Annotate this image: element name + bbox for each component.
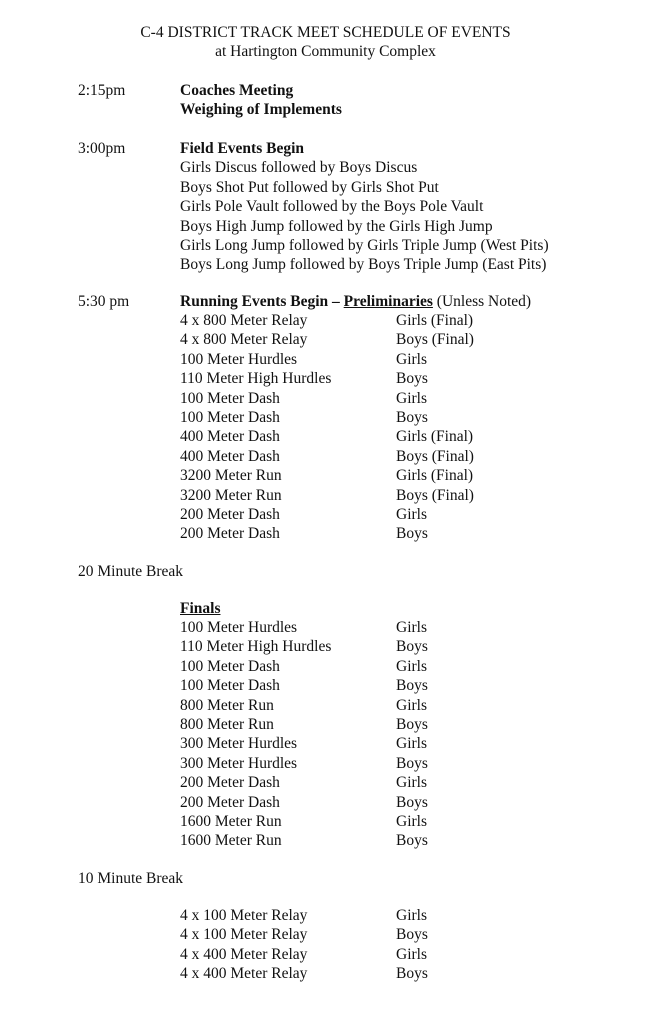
coaches-meeting: Coaches Meeting <box>180 82 294 99</box>
finals-division-column <box>396 618 428 851</box>
event-division: Girls (Final) <box>396 312 474 329</box>
event-division: Boys <box>396 638 428 656</box>
event-division: Boys (Final) <box>396 331 474 349</box>
event-division: Girls <box>396 619 427 636</box>
event-division: Boys <box>396 832 428 850</box>
event-name: 100 Meter Dash <box>180 389 280 407</box>
event-division: Girls <box>396 907 427 924</box>
field-events-heading: Field Events Begin <box>180 140 305 157</box>
event-name: 200 Meter Dash <box>180 774 280 792</box>
event-name: 4 x 800 Meter Relay <box>180 331 308 349</box>
event-name: 100 Meter Dash <box>180 657 280 675</box>
event-name: 4 x 400 Meter Relay <box>180 945 308 963</box>
break-20-minute: 20 Minute Break <box>78 563 184 580</box>
relay-event-column <box>180 906 307 984</box>
event-division: Girls <box>396 350 427 368</box>
event-division: Boys <box>396 793 428 811</box>
event-name: 4 x 100 Meter Relay <box>180 907 308 924</box>
event-name: 800 Meter Run <box>180 715 274 733</box>
event-name: 4 x 100 Meter Relay <box>180 926 308 944</box>
field-event-line: Boys High Jump followed by the Girls High Jump <box>180 217 493 235</box>
running-events-begin: Running Events Begin – <box>180 293 344 310</box>
event-name: 3200 Meter Run <box>180 486 282 504</box>
event-name: 4 x 400 Meter Relay <box>180 965 308 983</box>
event-name: 4 x 800 Meter Relay <box>180 312 308 329</box>
event-division: Boys <box>396 965 428 983</box>
event-name: 1600 Meter Run <box>180 812 282 830</box>
event-name: 400 Meter Dash <box>180 447 280 465</box>
finals-label: Finals <box>180 600 221 617</box>
event-name: 800 Meter Run <box>180 696 274 714</box>
time-5-30: 5:30 pm <box>78 293 130 310</box>
event-name: 100 Meter Dash <box>180 677 280 695</box>
event-division: Girls (Final) <box>396 428 474 446</box>
event-division: Boys <box>396 754 428 772</box>
field-event-line: Boys Shot Put followed by Girls Shot Put <box>180 178 439 196</box>
event-division: Girls <box>396 735 427 753</box>
field-events-block <box>180 139 549 275</box>
event-name: 200 Meter Dash <box>180 793 280 811</box>
event-name: 3200 Meter Run <box>180 467 282 485</box>
event-name: 300 Meter Hurdles <box>180 735 298 753</box>
event-division: Girls <box>396 945 427 963</box>
event-division: Girls <box>396 774 427 792</box>
event-division: Boys <box>396 370 428 388</box>
document-subtitle: at Hartington Community Complex <box>215 43 436 60</box>
event-division: Boys <box>396 408 428 426</box>
coaches-block <box>180 81 342 120</box>
event-division: Girls <box>396 696 427 714</box>
event-name: 100 Meter Hurdles <box>180 350 298 368</box>
event-division: Boys (Final) <box>396 486 474 504</box>
finals-event-column <box>180 618 331 851</box>
event-division: Girls <box>396 812 427 830</box>
field-event-line: Girls Long Jump followed by Girls Triple Jump (West Pits) <box>180 236 549 254</box>
field-event-line: Girls Pole Vault followed by the Boys Pole Vault <box>180 198 484 216</box>
event-name: 100 Meter Hurdles <box>180 619 298 636</box>
event-name: 100 Meter Dash <box>180 408 280 426</box>
event-division: Boys <box>396 525 428 543</box>
event-name: 400 Meter Dash <box>180 428 280 446</box>
event-name: 110 Meter High Hurdles <box>180 638 332 656</box>
event-division: Girls <box>396 505 427 523</box>
prelim-event-column <box>180 311 331 544</box>
event-division: Boys (Final) <box>396 447 474 465</box>
weighing-implements: Weighing of Implements <box>180 101 342 119</box>
event-division: Girls (Final) <box>396 467 474 485</box>
preliminaries-label: Preliminaries <box>343 293 433 310</box>
event-division: Boys <box>396 715 428 733</box>
field-event-line: Boys Long Jump followed by Boys Triple Jump (East Pits) <box>180 256 547 274</box>
document-title: C-4 DISTRICT TRACK MEET SCHEDULE OF EVENTS <box>140 24 511 41</box>
relay-division-column <box>396 906 428 984</box>
finals-heading <box>180 599 220 618</box>
prelim-division-column <box>396 311 474 544</box>
time-3-00: 3:00pm <box>78 140 126 157</box>
event-division: Girls <box>396 657 427 675</box>
event-name: 300 Meter Hurdles <box>180 754 298 772</box>
time-2-15: 2:15pm <box>78 82 126 99</box>
event-name: 200 Meter Dash <box>180 525 280 543</box>
event-name: 1600 Meter Run <box>180 832 282 850</box>
break-10-minute: 10 Minute Break <box>78 870 184 887</box>
event-division: Girls <box>396 389 427 407</box>
event-name: 110 Meter High Hurdles <box>180 370 332 388</box>
event-name: 200 Meter Dash <box>180 505 280 523</box>
unless-noted-label: (Unless Noted) <box>432 293 532 310</box>
event-division: Boys <box>396 677 428 695</box>
event-division: Boys <box>396 926 428 944</box>
field-event-line: Girls Discus followed by Boys Discus <box>180 159 418 177</box>
running-events-heading <box>180 292 531 311</box>
